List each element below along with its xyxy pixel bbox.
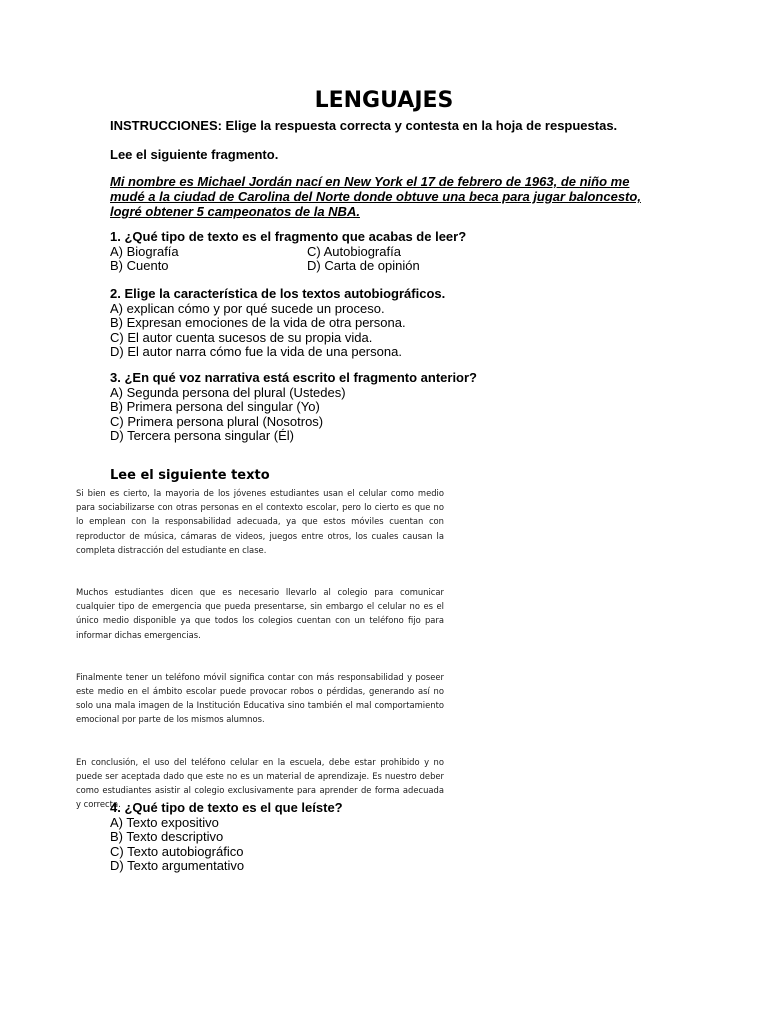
instructions: INSTRUCCIONES: Elige la respuesta correcta y contesta en la hoja de respuestas. [110,118,618,133]
question-stem: 3. ¿En qué voz narrativa está escrito el fragmento anterior? [110,370,477,385]
question-stem: 4. ¿Qué tipo de texto es el que leíste? [110,800,343,815]
text-paragraph: Muchos estudiantes dicen que es necesario llevarlo al colegio para comunicar cualquier tipo de emergencia que pueda presentarse, sin embargo el celular no es el único medio disponible ya que todos los colegios cuentan con un teléfono fijo para informar dichas emergencias. [76,587,444,640]
question-1 [110,230,507,274]
question-3 [110,371,477,444]
option-a: A) Texto expositivo [110,814,219,830]
text-intro: Lee el siguiente texto [110,468,270,483]
option-d: D) El autor narra cómo fue la vida de una persona. [110,344,402,359]
fragment-line: logré obtener 5 campeonatos de la NBA. [110,204,360,219]
option-b: B) Cuento [110,258,169,273]
fragment-intro: Lee el siguiente fragmento. [110,147,279,162]
option-c: C) Texto autobiográfico [110,843,244,859]
fragment-text [110,174,650,219]
option-a: A) Segunda persona del plural (Ustedes) [110,384,346,400]
option-a: A) Biografía [110,243,179,259]
text-paragraph: Si bien es cierto, la mayoria de los jóvenes estudiantes usan el celular como medio para sociabilizarse con otras personas en el contexto escolar, pero lo cierto es que no lo emplean con la responsabilidad adecuada, ya que estos móviles cuentan con reproductor de música, cámaras de videos, juegos entre otros, los cuales causan la completa distracción del estudiante en clase. [76,488,444,555]
option-c: C) Autobiografía [307,243,401,259]
option-d: D) Carta de opinión [307,258,420,273]
option-c: C) Primera persona plural (Nosotros) [110,413,324,429]
option-a: A) explican cómo y por qué sucede un proceso. [110,300,385,316]
fragment-line: Mi nombre es Michael Jordán nací en New York el 17 de febrero de 1963, de niño me [110,174,630,189]
text-paragraph: Finalmente tener un teléfono móvil significa contar con más responsabilidad y poseer este medio en el ámbito escolar puede provocar robos o pérdidas, generando así no solo una mala imagen de la Institución Educativa sino también el mal comportamiento emocional por parte de los mismos alumnos. [76,671,444,725]
question-stem: 1. ¿Qué tipo de texto es el fragmento que acabas de leer? [110,229,467,244]
argumentative-text [76,486,444,825]
question-stem: 2. Elige la característica de los textos autobiográficos. [110,286,446,301]
option-b: B) Primera persona del singular (Yo) [110,399,320,414]
page-title: LENGUAJES [314,88,454,113]
option-d: D) Tercera persona singular (Él) [110,428,294,443]
option-c: C) El autor cuenta sucesos de su propia vida. [110,329,373,345]
option-b: B) Expresan emociones de la vida de otra persona. [110,315,406,330]
question-2 [110,287,445,360]
question-4 [110,801,343,874]
fragment-line: mudé a la ciudad de Carolina del Norte donde obtuve una beca para jugar baloncesto, [110,189,641,204]
text-paragraph: En conclusión, el uso del teléfono celular en la escuela, debe estar prohibido y no puede ser aceptada dado que este no es un material de aprendizaje. Es nuestro deber como estudiantes asistir al colegio exclusivamente para aprender de forma adecuada y correcta. [76,756,444,810]
option-b: B) Texto descriptivo [110,829,224,844]
option-d: D) Texto argumentativo [110,858,245,873]
